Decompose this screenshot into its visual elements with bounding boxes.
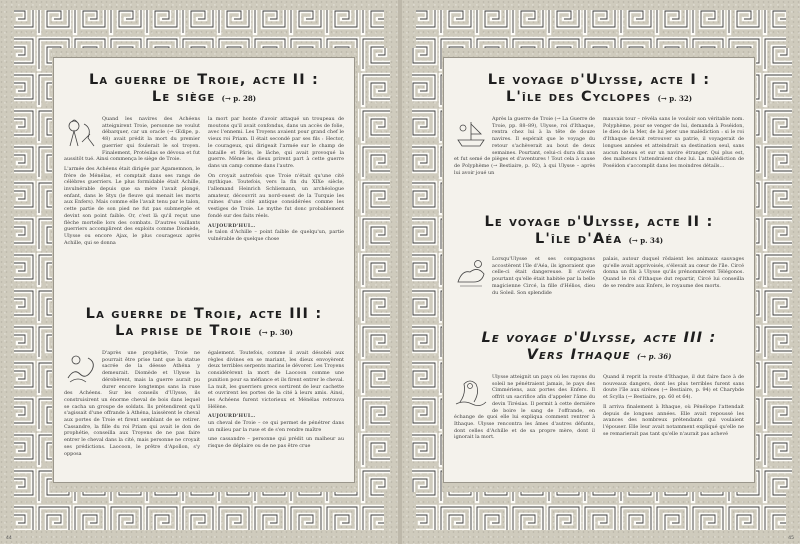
section-vers-ithaque: [454, 330, 744, 365]
aujourdhui-heading: AUJOURD'HUI…: [208, 413, 256, 420]
page-number: 44: [6, 536, 12, 541]
section-title: Le voyage d'Ulysse, acte II : L'île d'Aéa (→ p. 34): [484, 214, 714, 247]
aujourdhui-heading: AUJOURD'HUI…: [208, 222, 256, 229]
cyclops-ship-illustration-icon: [454, 116, 488, 150]
text-column: D'après une prophétie, Troie ne pourrait être prise tant que la statue sacrée de la déesse Athéna y demeurait. Diomède et Ulysse la dérobèrent, mais la guerre aurait pu durer encore longtemps sans la ruse des Achéens. Sur les conseils d'Ulysse, ils construisirent un énorme cheval de bois dans lequel se cacha un groupe de soldats. Ils prétendirent qu'il s'agissait d'une offrande à Athéna, laissèrent le cheval aux portes de Troie et firent semblant de se retirer. Cassandre, la fille du roi Priam qui avait le don de prophétie, conseilla aux Troyens de ne pas faire entrer le cheval dans la cité, mais personne ne croyait ses prédictions. Laocoon, le prêtre d'Apollon, s'y opposa: [64, 350, 200, 457]
left-page: [0, 0, 398, 544]
text-column: Ulysse atteignit un pays où les rayons du soleil ne pénétraient jamais, le pays des Cimmériens, aux portes des Enfers. Il offrit un sacrifice afin d'appeler l'âme du devin Tirésias. Il permit à cette dernière de boire le sang de l'offrande, en échange de quoi elle lui expliqua comment rentrer à Ithaque. Ulysse rencontra les âmes d'autres défunts, dont celles d'Achille et de sa propre mère, dont il ignorait la mort.: [454, 374, 595, 441]
text-column: Lorsqu'Ulysse et ses compagnons accostèrent l'île d'Aéa, ils ignoraient que celle-ci était dangereuse. Il s'avéra pourtant qu'elle était habitée par la belle magicienne Circé, la fille d'Hélios, dieu du Soleil. Son splendide: [454, 256, 595, 326]
right-content-panel: [444, 58, 754, 482]
section-cyclopes-body: [454, 116, 744, 216]
text-column: Après la guerre de Troie (→ La Guerre de Troie, pp. 88–89), Ulysse, roi d'Ithaque, rentra chez lui à la tête de douze navires. Il espérait que le voyage du retour s'achèverait au bout de deux semaines. Pourtant, celui-ci dura dix ans et fut semé de pièges et d'aventures ! Tout cela à cause de Polyphème (→ Bestiaire, p. 92), à qui Ulysse – après lui avoir joué un: [454, 116, 595, 176]
warriors-illustration-icon: [64, 116, 98, 150]
section-aea: [454, 214, 744, 249]
text-column: également. Toutefois, comme il avait désobéi aux règles divines en se mariant, les dieux envoyèrent deux terribles serpents marins le dévorer. Les Troyens considérèrent la mort de Laocoon comme une punition pour sa méfiance et ils firent entrer le cheval. La nuit, les guerriers grecs sortirent de leur cachette et ouvrirent les portes de la cité à leurs amis. Ainsi, les Achéens furent victorieux et Ménélas retrouva Hélène. AUJOURD'HUI… un cheval de Troie – ce qui permet de pénétrer dans un milieu par la ruse et de s'en rendre maître une cassandre – personne qui prédit un malheur au risque de déplaire ou de ne pas être crue: [208, 350, 344, 450]
aujourdhui-text: le talon d'Achille – point faible de quelqu'un, partie vulnérable de quelque chose: [208, 229, 344, 242]
ulysses-sirens-illustration-icon: [454, 374, 488, 408]
section-siege-body: [64, 116, 344, 306]
aujourdhui-text: un cheval de Troie – ce qui permet de pénétrer dans un milieu par la ruse et de s'en rendre maître: [208, 420, 344, 433]
text-column: Quand les navires des Achéens atteignirent Troie, personne ne voulut débarquer, car un oracle (→ Œdipe, p. 48) avait prédit la mort du premier guerrier qui foulerait le sol troyen. Finalement, Protésilas se dévoua et fut aussitôt tué. Ainsi commença le siège de Troie. L'armée des Achéens était dirigée par Agamemnon, le frère de Ménélas, et comptait dans ses rangs de célèbres guerriers. Le plus formidable était Achille, invulnérable depuis que sa mère l'avait plongé, enfant, dans le Styx (le fleuve qui menait les morts aux Enfers). Mais comme elle l'avait tenu par le talon, cette partie de son pied ne fut pas submergée et devint son point faible. Or, c'est là qu'il reçut une flèche mortelle lors des combats. D'autres vaillants guerriers accomplirent des exploits comme Diomède, Ulysse ou encore Ajax, le plus courageux après Achille, qui se donna: [64, 116, 200, 246]
right-page: [402, 0, 800, 544]
section-cyclopes: [454, 72, 744, 107]
section-title: Le voyage d'Ulysse, acte I : L'île des Cyclopes (→ p. 32): [487, 72, 711, 105]
left-content-panel: [54, 58, 354, 482]
section-aea-body: [454, 256, 744, 326]
serpent-illustration-icon: [64, 350, 98, 384]
section-prise-de-troie: [64, 306, 344, 341]
aujourdhui-text: une cassandre – personne qui prédit un malheur au risque de déplaire ou de ne pas être crue: [208, 436, 344, 450]
text-column: mauvais tour – révéla sans le vouloir son véritable nom. Polyphème, pour se venger de lui, demanda à Poséidon, le dieu de la Mer, de lui jeter une malédiction : si le roi d'Ithaque devait retrouver sa patrie, il voyagerait de longues années et atteindrait sa destination seul, sans aucun bateau et sur un navire étranger. Qui plus est, des malheurs l'attendraient chez lui. La malédiction de Poséidon s'accomplit dans les moindres détails…: [603, 116, 744, 169]
page-number: 45: [788, 536, 794, 541]
section-title: La guerre de Troie, acte III : La prise de Troie (→ p. 30): [85, 306, 323, 339]
section-title: La guerre de Troie, acte II : Le siège (→ p. 28): [88, 72, 320, 105]
text-column: Quand il reprit la route d'Ithaque, il dut faire face à de nouveaux dangers, dont les plus terribles furent sans doute l'île aux sirènes (→ Bestiaire, p. 94) et Charybde et Scylla (→ Bestiaire, pp. 60 et 64). Il arriva finalement à Ithaque, où Pénélope l'attendait depuis de longues années. Elle avait repoussé les avances des nombreux prétendants qui voulaient l'épouser. Elle leur avait notamment expliqué qu'elle ne se remarierait pas tant qu'elle n'aurait pas achevé: [603, 374, 744, 437]
section-siege: [64, 72, 344, 107]
section-ithaque-body: [454, 374, 744, 478]
section-title: Le voyage d'Ulysse, acte III : Vers Ithaque (→ p. 36): [481, 330, 717, 363]
text-column: palais, autour duquel rôdaient les animaux sauvages qu'elle avait apprivoisés, s'élevait au cœur de l'île. Circé donna un fils à Ulysse qu'ils prénommèrent Télégonos. Quand le roi d'Ithaque dut repartir, Circé lui conseilla de se rendre aux Enfers, le royaume des morts.: [603, 256, 744, 289]
section-prise-body: [64, 350, 344, 476]
text-column: la mort par honte d'avoir attaqué un troupeau de moutons qu'il avait confondus, dans un accès de folie, avec l'ennemi. Les Troyens avaient pour grand chef le vieux roi Priam. Il était secondé par ses fils : Hector, le courageux, qui dirigeait l'armée sur le champ de bataille et Pâris, le lâche, qui avait provoqué la guerre. Même les dieux prirent part à cette guerre dans un camp comme dans l'autre. On croyait autrefois que Troie n'était qu'une cité mythique. Toutefois, vers la fin du XIXe siècle, l'allemand Heinrich Schliemann, un archéologue amateur, découvrit au nord-ouest de la Turquie les ruines d'une cité antique considérées comme les vestiges de Troie. Le mythe fut donc probablement fondé sur des faits réels. AUJOURD'HUI… le talon d'Achille – point faible de quelqu'un, partie vulnérable de quelque chose: [208, 116, 344, 242]
circe-animals-illustration-icon: [454, 256, 488, 290]
